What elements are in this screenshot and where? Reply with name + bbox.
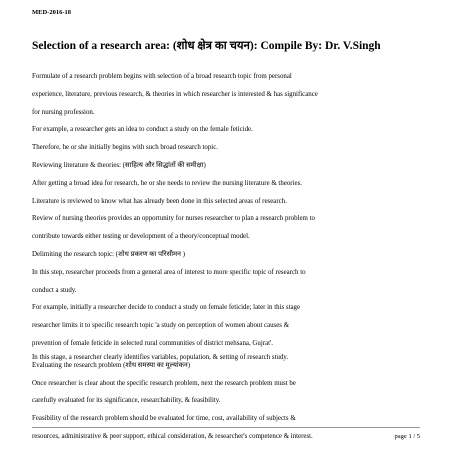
paragraph-line: contribute towards either testing or development of a theory/conceptual model. <box>32 233 250 241</box>
paragraph-line: After getting a broad idea for research, he or she needs to review the nursing literature & theories. <box>32 179 302 187</box>
subheading-delimiting: Delimiting the research topic: (शोध प्रकरण का परिसीमन ) <box>32 250 185 258</box>
paragraph-line: conduct a study. <box>32 286 77 294</box>
paragraph-line: Formulate of a research problem begins with selection of a broad research topic from personal <box>32 73 292 80</box>
footer-divider <box>32 427 420 428</box>
paragraph-line: Therefore, he or she initially begins with such broad research topic. <box>32 144 218 152</box>
document-code: MED-2016-18 <box>32 9 71 16</box>
paragraph-line: In this stage, a researcher clearly identifies variables, population, & setting of research study. <box>32 353 289 361</box>
paragraph-line: Once researcher is clear about the specific research problem, next the research problem must be <box>32 379 296 387</box>
subheading-literature: Reviewing literature & theories: (साहित्य और सिद्धांतों की समीक्षा) <box>32 161 206 169</box>
paragraph-line: experience, literature, previous research, & theories in which researcher is interested & has significance <box>32 90 318 98</box>
document-body <box>32 73 427 441</box>
paragraph-line: Review of nursing theories provides an opportunity for nurses researcher to plan a research problem to <box>32 215 316 223</box>
paragraph-line: In this step, researcher proceeds from a general area of interest to more specific topic of research to <box>32 268 306 276</box>
paragraph-line: resources, administrative & peer support, ethical consideration, & researcher's competence & interest. <box>32 432 313 440</box>
paragraph-line: For example, a researcher gets an idea to conduct a study on the female feticide. <box>32 126 253 134</box>
paragraph-line: Literature is reviewed to know what has already been done in this selected areas of research. <box>32 197 287 205</box>
section-title: Selection of a research area: (शोध क्षेत्र का चयन): Compile By: Dr. V.Singh <box>32 40 381 52</box>
paragraph-line: For example, initially a researcher decide to conduct a study on female feticide; later in this stage <box>32 304 301 312</box>
paragraph-line: researcher limits it to specific research topic 'a study on perception of women about causes & <box>32 322 290 330</box>
paragraph-line: prevention of female feticide in selected rural communities of district mehsana, Gujrat'. <box>32 339 273 347</box>
page-number: page 1 / 5 <box>394 433 420 440</box>
subheading-evaluating: Evaluating the research problem (शोध समस्या का मूल्यांकन) <box>32 361 191 369</box>
paragraph-line: for nursing profession. <box>32 108 95 116</box>
paragraph-line: Feasibility of the research problem should be evaluated for time, cost, availability of subjects & <box>32 415 296 423</box>
paragraph-line: carefully evaluated for its significance, researchability, & feasibility. <box>32 397 221 405</box>
